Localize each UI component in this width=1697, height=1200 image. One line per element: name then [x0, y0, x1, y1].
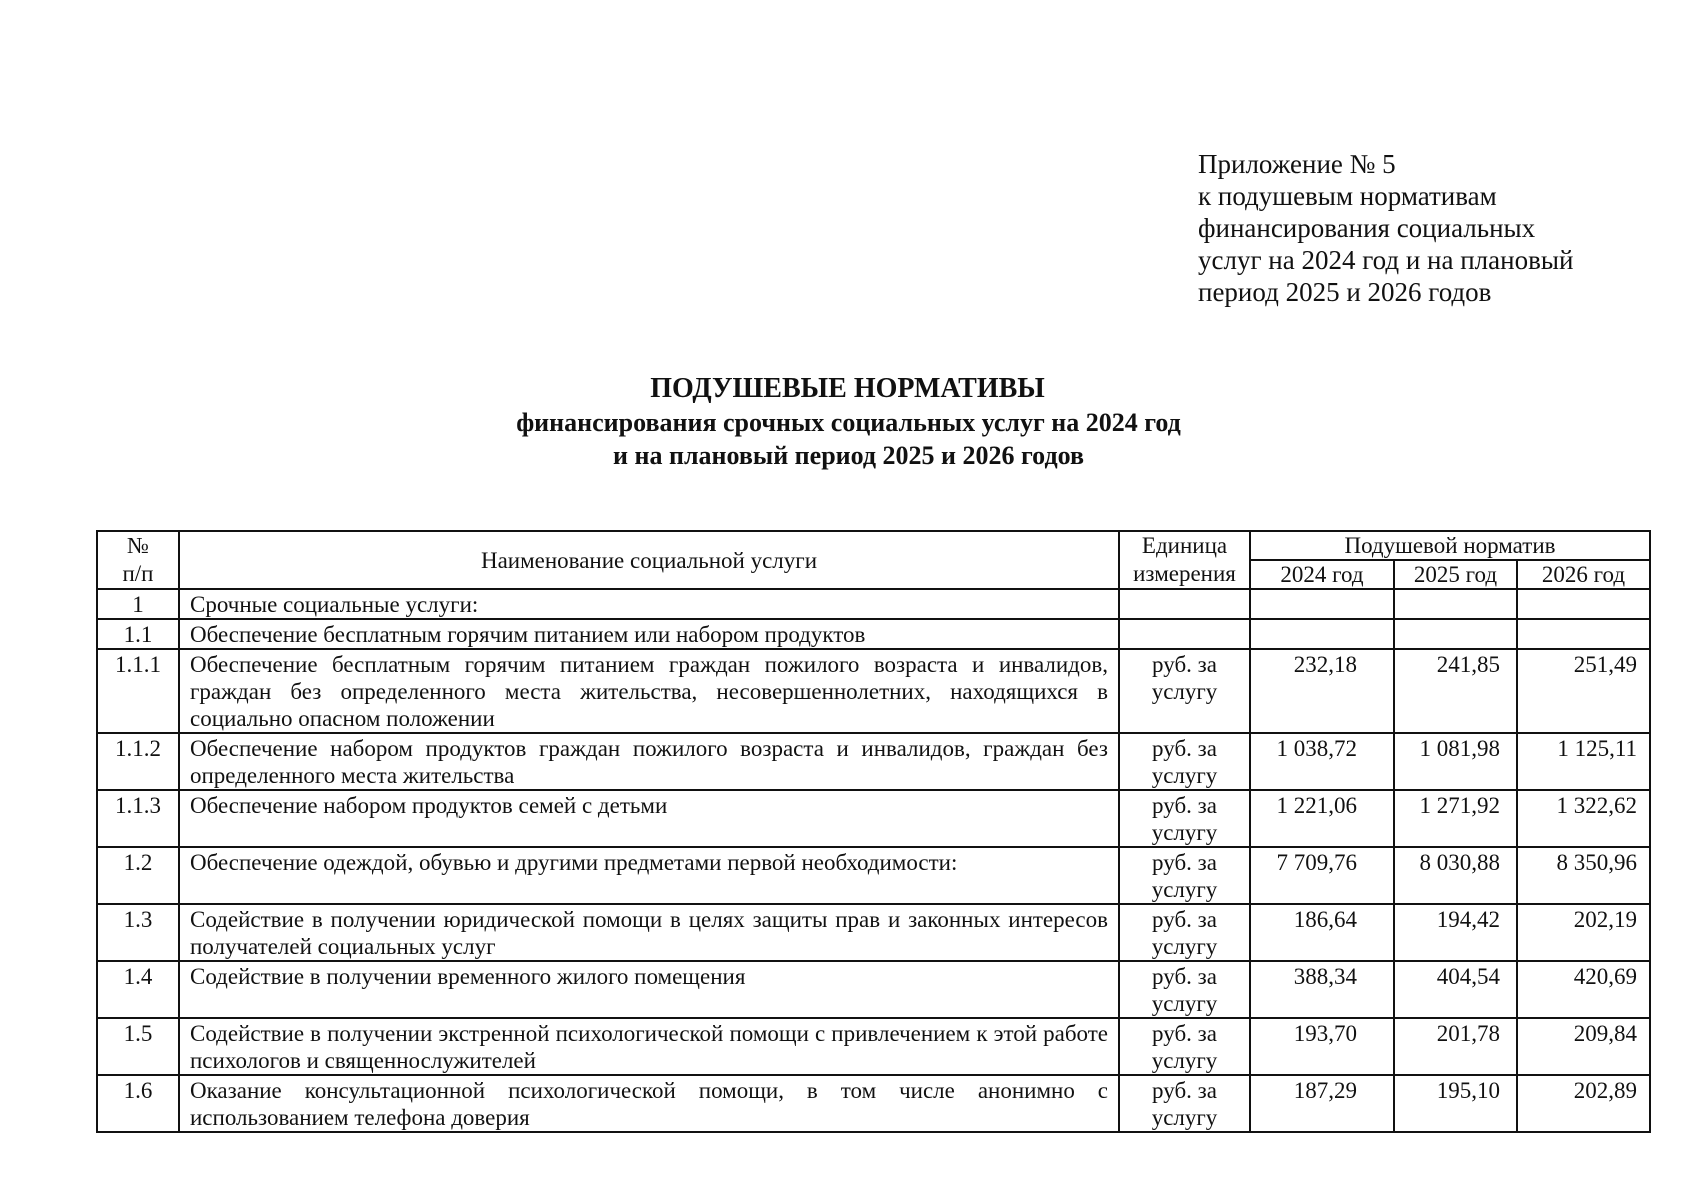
title-subtitle-line-2: и на плановый период 2025 и 2026 годов [613, 441, 1084, 470]
table-row [97, 733, 1650, 790]
row-unit: руб. за услугу [1119, 904, 1250, 961]
appendix-line: период 2025 и 2026 годов [1198, 277, 1492, 307]
row-unit: руб. за услугу [1119, 790, 1250, 847]
header-year-2025: 2025 год [1394, 560, 1517, 589]
table-row [97, 790, 1650, 847]
row-num: 1.1 [97, 619, 179, 649]
row-value-2026: 251,49 [1517, 649, 1650, 733]
row-value-2026: 420,69 [1517, 961, 1650, 1018]
row-unit: руб. за услугу [1119, 1075, 1250, 1132]
row-service-name: Содействие в получении юридической помощи в целях защиты прав и законных интересов получателей социальных услуг [179, 904, 1119, 961]
row-service-name: Срочные социальные услуги: [179, 589, 1119, 619]
row-unit [1119, 589, 1250, 619]
row-value-2025: 1 271,92 [1394, 790, 1517, 847]
row-value-2024: 186,64 [1250, 904, 1394, 961]
appendix-line: услуг на 2024 год и на плановый [1198, 245, 1574, 275]
row-service-name: Содействие в получении временного жилого помещения [179, 961, 1119, 1018]
norms-table [96, 530, 1651, 1133]
row-num: 1.2 [97, 847, 179, 904]
row-value-2024: 193,70 [1250, 1018, 1394, 1075]
header-num: № п/п [97, 531, 179, 589]
row-value-2026: 202,89 [1517, 1075, 1650, 1132]
row-value-2026: 8 350,96 [1517, 847, 1650, 904]
row-num: 1.3 [97, 904, 179, 961]
table-row [97, 1018, 1650, 1075]
table-row [97, 904, 1650, 961]
title-subtitle-line-1: финансирования срочных социальных услуг на 2024 год [516, 408, 1181, 437]
row-value-2024: 7 709,76 [1250, 847, 1394, 904]
row-value-2024 [1250, 589, 1394, 619]
row-num: 1.1.2 [97, 733, 179, 790]
appendix-line: Приложение № 5 [1198, 149, 1396, 179]
row-value-2025 [1394, 619, 1517, 649]
row-num: 1.1.1 [97, 649, 179, 733]
row-value-2025: 1 081,98 [1394, 733, 1517, 790]
header-unit: Единица измерения [1119, 531, 1250, 589]
row-num: 1.5 [97, 1018, 179, 1075]
row-value-2024 [1250, 619, 1394, 649]
table-row [97, 649, 1650, 733]
row-value-2025: 201,78 [1394, 1018, 1517, 1075]
row-value-2025: 404,54 [1394, 961, 1517, 1018]
row-service-name: Обеспечение одеждой, обувью и другими предметами первой необходимости: [179, 847, 1119, 904]
row-service-name: Обеспечение набором продуктов семей с детьми [179, 790, 1119, 847]
row-value-2026: 1 322,62 [1517, 790, 1650, 847]
row-value-2024: 232,18 [1250, 649, 1394, 733]
row-service-name: Обеспечение бесплатным горячим питанием или набором продуктов [179, 619, 1119, 649]
header-year-2026: 2026 год [1517, 560, 1650, 589]
row-value-2026: 202,19 [1517, 904, 1650, 961]
table-row [97, 1075, 1650, 1132]
row-service-name: Обеспечение бесплатным горячим питанием граждан пожилого возраста и инвалидов, граждан без определенного места жительства, несовершеннолетних, находящихся в социально опасном положении [179, 649, 1119, 733]
row-num: 1.4 [97, 961, 179, 1018]
row-value-2024: 1 038,72 [1250, 733, 1394, 790]
row-value-2026: 209,84 [1517, 1018, 1650, 1075]
table-row [97, 847, 1650, 904]
header-service-name: Наименование социальной услуги [179, 531, 1119, 589]
row-value-2025: 241,85 [1394, 649, 1517, 733]
table-row [97, 589, 1650, 619]
row-value-2024: 388,34 [1250, 961, 1394, 1018]
appendix-line: финансирования социальных [1198, 213, 1536, 243]
table-row [97, 619, 1650, 649]
row-unit [1119, 619, 1250, 649]
table-row [97, 961, 1650, 1018]
row-value-2025: 195,10 [1394, 1075, 1517, 1132]
row-unit: руб. за услугу [1119, 733, 1250, 790]
row-value-2024: 187,29 [1250, 1075, 1394, 1132]
row-value-2026: 1 125,11 [1517, 733, 1650, 790]
row-unit: руб. за услугу [1119, 649, 1250, 733]
appendix-note [1198, 148, 1573, 308]
row-value-2026 [1517, 589, 1650, 619]
header-year-2024: 2024 год [1250, 560, 1394, 589]
row-value-2024: 1 221,06 [1250, 790, 1394, 847]
row-value-2026 [1517, 619, 1650, 649]
appendix-line: к подушевым нормативам [1198, 181, 1497, 211]
row-unit: руб. за услугу [1119, 847, 1250, 904]
title-main: ПОДУШЕВЫЕ НОРМАТИВЫ [650, 373, 1045, 404]
row-unit: руб. за услугу [1119, 961, 1250, 1018]
row-num: 1 [97, 589, 179, 619]
row-service-name: Оказание консультационной психологической помощи, в том числе анонимно с использованием телефона доверия [179, 1075, 1119, 1132]
row-num: 1.6 [97, 1075, 179, 1132]
row-value-2025: 194,42 [1394, 904, 1517, 961]
row-service-name: Обеспечение набором продуктов граждан пожилого возраста и инвалидов, граждан без определенного места жительства [179, 733, 1119, 790]
row-num: 1.1.3 [97, 790, 179, 847]
row-service-name: Содействие в получении экстренной психологической помощи с привлечением к этой работе психологов и священнослужителей [179, 1018, 1119, 1075]
header-norm-group: Подушевой норматив [1250, 531, 1650, 560]
document-title [0, 372, 1697, 472]
row-unit: руб. за услугу [1119, 1018, 1250, 1075]
row-value-2025 [1394, 589, 1517, 619]
row-value-2025: 8 030,88 [1394, 847, 1517, 904]
